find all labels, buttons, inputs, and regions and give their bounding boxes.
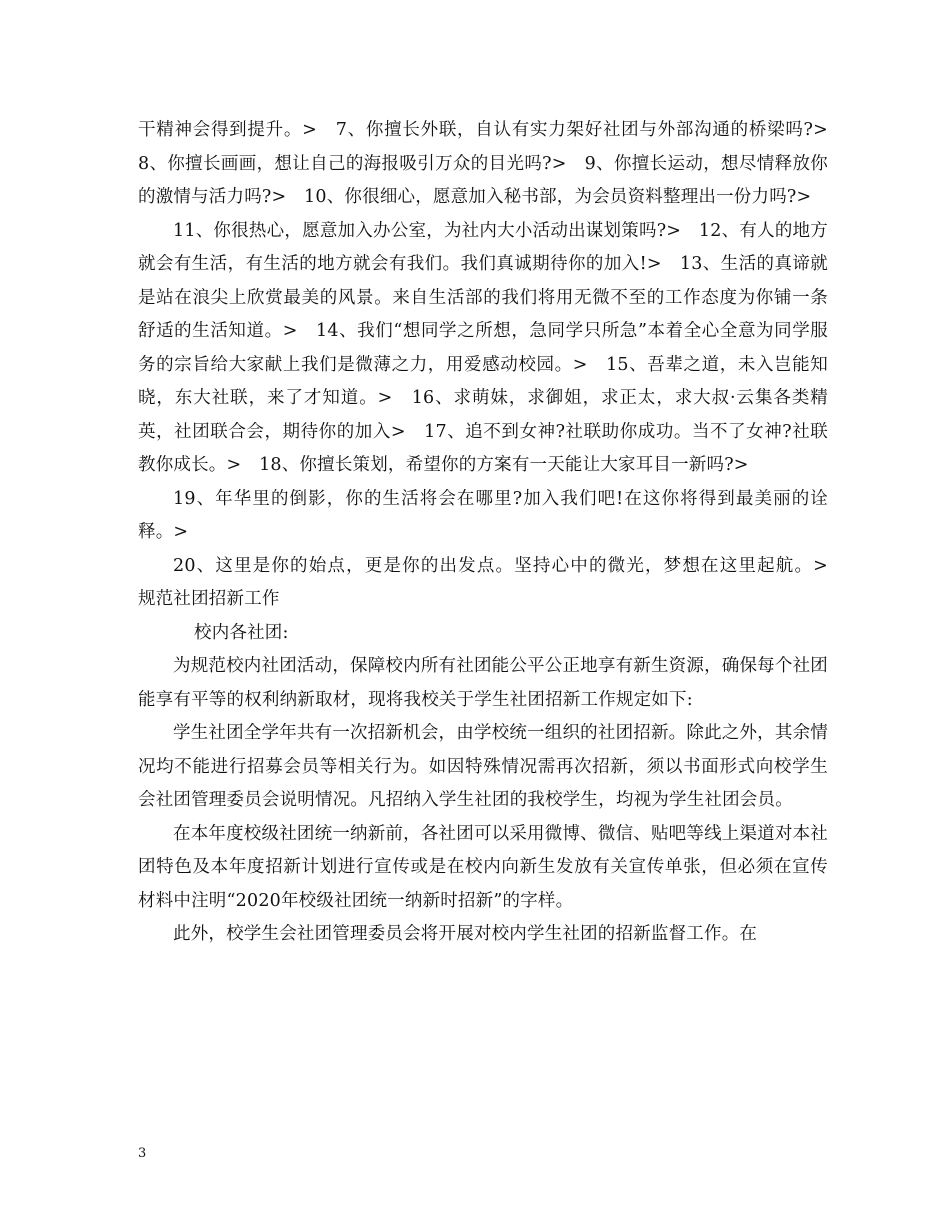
paragraph-5: 为规范校内社团活动，保障校内所有社团能公平公正地享有新生资源，确保每个社团能享有平等的权利纳新取材，现将我校关于学生社团招新工作规定如下: xyxy=(138,656,828,710)
paragraph-6: 学生社团全学年共有一次招新机会，由学校统一组织的社团招新。除此之外，其余情况均不能进行招募会员等相关行为。如因特殊情况需再次招新，须以书面形式向校学生会社团管理委员会说明情况。凡招纳入学生社团的我校学生，均视为学生社团会员。 xyxy=(138,723,828,810)
document-body xyxy=(138,114,846,952)
paragraph-3: 19、年华里的倒影，你的生活将会在哪里?加入我们吧!在这你将得到最美丽的诠释。> xyxy=(138,488,828,542)
page-number: 3 xyxy=(138,1146,147,1161)
paragraph-2: 11、你很热心，愿意加入办公室，为社内大小活动出谋划策吗?> 12、有人的地方就会有生活，有生活的地方就会有我们。我们真诚期待你的加入!> 13、生活的真谛就是站在浪尖上欣赏最美的风景。来自生活部的我们将用无微不至的工作态度为你铺一条舒适的生活知道。> 14、我们“想同学之所想，急同学只所急”本着全心全意为同学服务的宗旨给大家献上我们是微薄之力，用爱感动校园。> 15、吾辈之道，未入岂能知晓，东大社联，来了才知道。> 16、求萌妹，求御姐，求正太，求大叔·云集各类精英，社团联合会，期待你的加入> 17、追不到女神?社联助你成功。当不了女神?社联教你成长。> 18、你擅长策划，希望你的方案有一天能让大家耳目一新吗?> xyxy=(138,220,828,475)
paragraph-salutation: 校内各社团: xyxy=(194,622,289,643)
paragraph-7: 在本年度校级社团统一纳新前，各社团可以采用微博、微信、贴吧等线上渠道对本社团特色及本年度招新计划进行宣传或是在校内向新生发放有关宣传单张，但必须在宣传材料中注明“2020年校级社团统一纳新时招新”的字样。 xyxy=(138,823,828,911)
paragraph-4: 20、这里是你的始点，更是你的出发点。坚持心中的微光，梦想在这里起航。> 规范社团招新工作 xyxy=(138,555,846,609)
paragraph-8: 此外，校学生会社团管理委员会将开展对校内学生社团的招新监督工作。在 xyxy=(173,924,758,944)
paragraph-1: 干精神会得到提升。> 7、你擅长外联，自认有实力架好社团与外部沟通的桥梁吗?> 8、你擅长画画，想让自己的海报吸引万众的目光吗?> 9、你擅长运动，想尽情释放你的激情与活力吗?> 10、你很细心，愿意加入秘书部，为会员资料整理出一份力吗?> xyxy=(138,120,846,207)
